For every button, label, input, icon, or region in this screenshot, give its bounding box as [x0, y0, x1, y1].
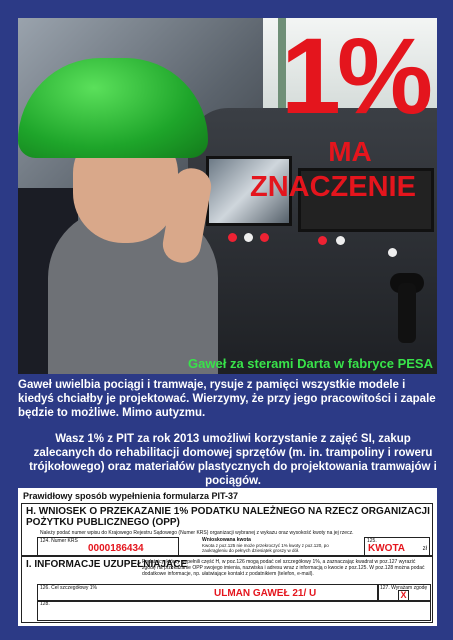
- amount-description: [202, 537, 352, 555]
- section-i: [21, 556, 433, 623]
- purpose-paragraph: Wasz 1% z PIT za rok 2013 umożliwi korzystanie z zajęć SI, zakup zalecanych do rehabilitacji domowej sprzętów (m. in. trampoliny i roweru trójkołowego) oraz materiałów plastycznych do projektowania tramwajów i pociągów.: [29, 433, 437, 487]
- section-h-title: H. WNIOSEK O PRZEKAZANIE 1% PODATKU NALEŻNEGO NA RZECZ ORGANIZACJI POŻYTKU PUBLICZNEGO (OPP): [26, 506, 430, 528]
- purpose-label: 126. Cel szczegółowy 1%: [40, 585, 97, 591]
- headline-line2: ZNACZENIE: [250, 171, 416, 203]
- section-h: [21, 503, 433, 556]
- panel-button: [336, 236, 345, 245]
- krs-label: 124. Numer KRS: [40, 538, 78, 544]
- amount-desc: Kwota z poz.125 nie może przekroczyć 1% kwoty z poz.120, po zaokrągleniu do pełnych dziesiątek groszy w dół.: [202, 543, 329, 553]
- form-title: Prawidłowy sposób wypełnienia formularza PIT-37: [23, 491, 239, 501]
- amount-field-number: 125.: [367, 538, 377, 544]
- intro-paragraph: Gaweł uwielbia pociągi i tramwaje, rysuje z pamięci wszystkie modele i kiedyś chciałby je projektować. Wierzymy, że przy jego pracowitości i zapale będzie to możliwe. Mimo autyzmu.: [18, 379, 436, 419]
- throttle-lever: [398, 283, 416, 343]
- panel-button: [388, 248, 397, 257]
- currency-label: zł: [422, 546, 427, 552]
- panel-button: [318, 236, 327, 245]
- headline-percent: 1%: [280, 18, 429, 136]
- purpose-value: ULMAN GAWEŁ 21/ U: [214, 588, 317, 599]
- amount-value: KWOTA: [368, 543, 406, 554]
- consent-label: 127. Wyrażam zgodę: [380, 585, 428, 591]
- panel-button: [228, 233, 237, 242]
- panel-button: [260, 233, 269, 242]
- photo-caption-text: Gaweł za sterami Darta w fabryce PESA: [188, 356, 433, 371]
- consent-checkbox: X: [398, 590, 409, 601]
- photo-caption: [18, 356, 437, 371]
- section-h-subtitle: Należy podać numer wpisu do Krajowego Rejestru Sądowego (Numer KRS) organizacji wybranej z wykazu oraz wysokość kwoty na jej rzecz.: [40, 530, 354, 536]
- krs-value: 0000186434: [88, 543, 144, 554]
- hero-photo: [18, 18, 437, 374]
- amount-label: Wnioskowana kwota: [202, 537, 251, 543]
- section-i-title: I. INFORMACJE UZUPEŁNIAJĄCE: [26, 559, 188, 570]
- green-helmet: [18, 58, 208, 158]
- section-i-desc: Podatnicy, którzy wypełnili część H, w poz.126 mogą podać cel szczegółowy 1%, a zaznaczając kwadrat w poz.127 wyrazić zgodę na przekazanie OPP swojego imienia, nazwiska i adresu wraz z informacją o kwocie z poz.125. W poz.128 można podać dodatkowe informacje, np. ułatwiające kontakt z podatnikiem (telefon, e-mail).: [142, 559, 425, 577]
- headline-line1: MA: [328, 136, 372, 167]
- extra-info-field: [37, 600, 431, 621]
- pit-form-example: [18, 488, 437, 626]
- amount-field: [364, 537, 430, 557]
- extra-info-label: 128.: [40, 601, 50, 607]
- krs-field: [37, 537, 179, 557]
- panel-button: [244, 233, 253, 242]
